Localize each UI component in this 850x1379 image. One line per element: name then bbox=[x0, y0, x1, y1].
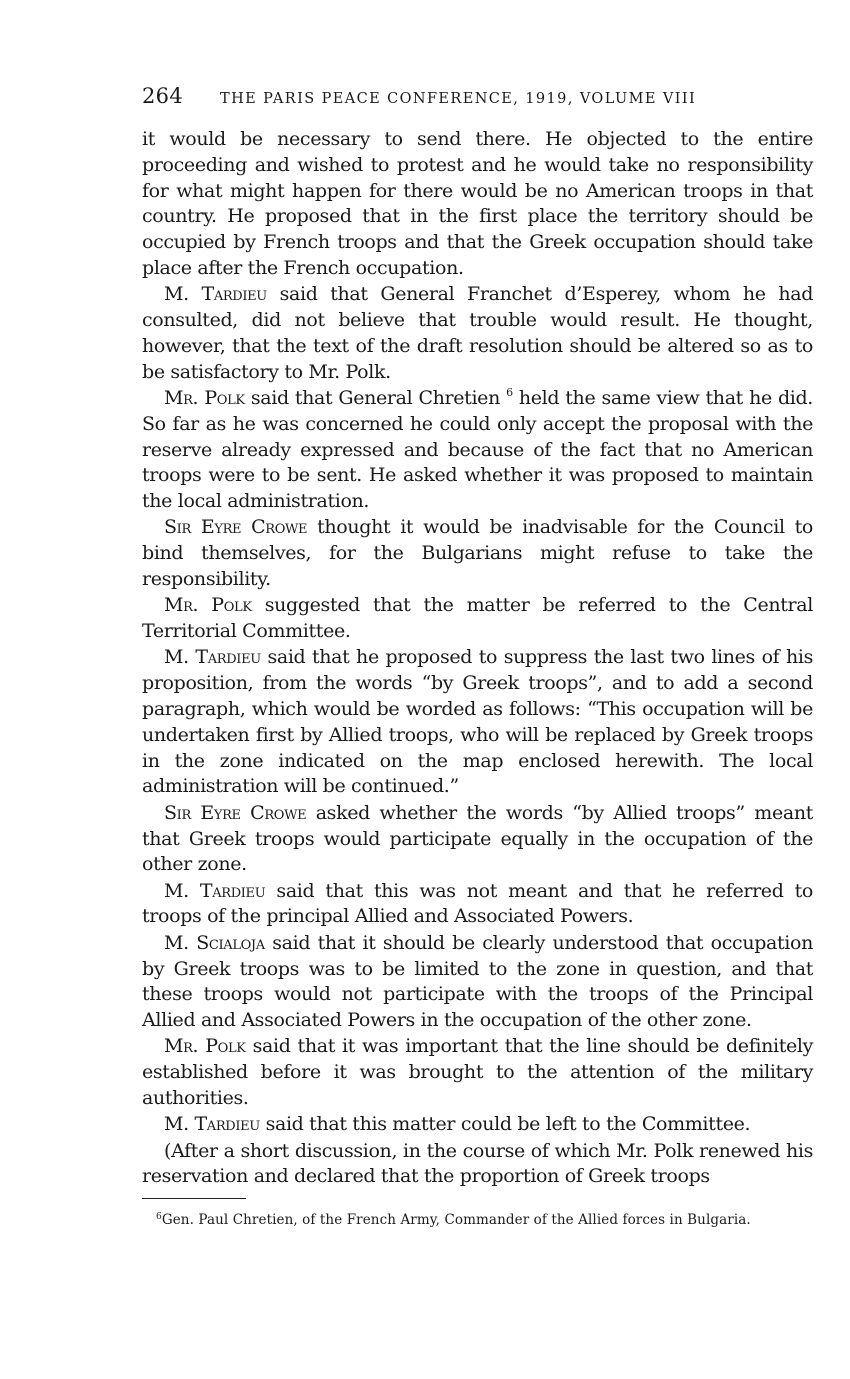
speaker-name: Sir Eyre Crowe bbox=[164, 516, 308, 539]
paragraph-text: thought it would be inadvisable for the Council to bind themselves, for the Bulgarians might refuse to take the responsibility. bbox=[142, 516, 813, 591]
page-number: 264 bbox=[142, 84, 183, 108]
paragraph bbox=[142, 931, 813, 1034]
paragraph-text: (After a short discussion, in the course of which Mr. Polk renewed his reservation and declared that the proportion of Greek troops bbox=[142, 1139, 813, 1188]
paragraph-text: asked whether the words “by Allied troops” meant that Greek troops would participate equally in the occupation of the other zone. bbox=[142, 801, 813, 876]
paragraph bbox=[142, 1034, 813, 1111]
paragraph bbox=[142, 1112, 813, 1138]
paragraph bbox=[142, 515, 813, 592]
document-page bbox=[142, 84, 813, 1228]
footnote-reference: 6 bbox=[506, 385, 513, 399]
speaker-name: M. Tardieu bbox=[164, 283, 267, 306]
speaker-name: M. Scialoja bbox=[164, 931, 265, 954]
paragraph-text: held the same view that he did. So far as he was concerned he could only accept the proposal with the reserve already expressed and because of the fact that no American troops were to be sent. He asked whether it was proposed to maintain the local administration. bbox=[142, 386, 813, 513]
speaker-name: M. Tardieu bbox=[164, 879, 266, 902]
running-head: THE PARIS PEACE CONFERENCE, 1919, VOLUME VIII bbox=[220, 91, 697, 107]
speaker-name: Mr. Polk bbox=[164, 386, 245, 409]
speaker-name: M. Tardieu bbox=[164, 1113, 260, 1136]
paragraph-text: said that it should be clearly understood that occupation by Greek troops was to be limited to the zone in question, and that these troops would not participate with the troops of the Principal Allied and Associated Powers in the occupation of the other zone. bbox=[142, 931, 813, 1032]
paragraph-text: said that it was important that the line should be definitely established before it was brought to the attention of the military authorities. bbox=[142, 1035, 814, 1109]
speaker-name: Sir Eyre Crowe bbox=[164, 801, 307, 824]
footnote-text: Gen. Paul Chretien, of the French Army, Commander of the Allied forces in Bulgaria. bbox=[161, 1212, 751, 1229]
paragraph-text: said that he proposed to suppress the last two lines of his proposition, from the words “by Greek troops”, and to add a second paragraph, which would be worded as follows: “This occupation will be undertaken first by Allied troops, who will be replaced by Greek troops in the zone indicated on the map enclosed herewith. The local administration will be continued.” bbox=[142, 646, 813, 798]
speaker-name: M. Tardieu bbox=[164, 646, 261, 669]
speaker-name: Mr. Polk bbox=[164, 594, 252, 617]
paragraph-text: said that General Chretien bbox=[244, 386, 500, 409]
paragraph bbox=[142, 1139, 813, 1191]
paragraph-text: suggested that the matter be referred to the Central Territorial Committee. bbox=[142, 594, 813, 643]
paragraph-text: it would be necessary to send there. He objected to the entire proceeding and wished to protest and he would take no responsibility for what might happen for there would be no American troops in that country. He proposed that in the first place the territory should be occupied by French troops and that the Greek occupation should take place after the French occupation. bbox=[142, 128, 813, 279]
paragraph-text: said that General Franchet d’Esperey, whom he had consulted, did not believe that trouble would result. He thought, however, that the text of the draft resolution should be altered so as to be satisfactory to Mr. Polk. bbox=[142, 283, 814, 383]
paragraph bbox=[142, 127, 813, 282]
paragraph-text: said that this was not meant and that he referred to troops of the principal Allied and Associated Powers. bbox=[142, 879, 813, 928]
paragraph bbox=[142, 282, 813, 385]
footnote-marker: 6 bbox=[156, 1212, 162, 1223]
speaker-name: Mr. Polk bbox=[164, 1035, 246, 1058]
page-header bbox=[142, 84, 813, 118]
body-text bbox=[142, 127, 813, 1190]
paragraph bbox=[142, 386, 813, 515]
paragraph bbox=[142, 879, 813, 931]
paragraph bbox=[142, 593, 813, 645]
paragraph-text: said that this matter could be left to the Committee. bbox=[259, 1113, 751, 1136]
footnote-divider bbox=[142, 1198, 246, 1199]
paragraph bbox=[142, 645, 813, 800]
footnote bbox=[142, 1212, 813, 1228]
paragraph bbox=[142, 801, 813, 878]
